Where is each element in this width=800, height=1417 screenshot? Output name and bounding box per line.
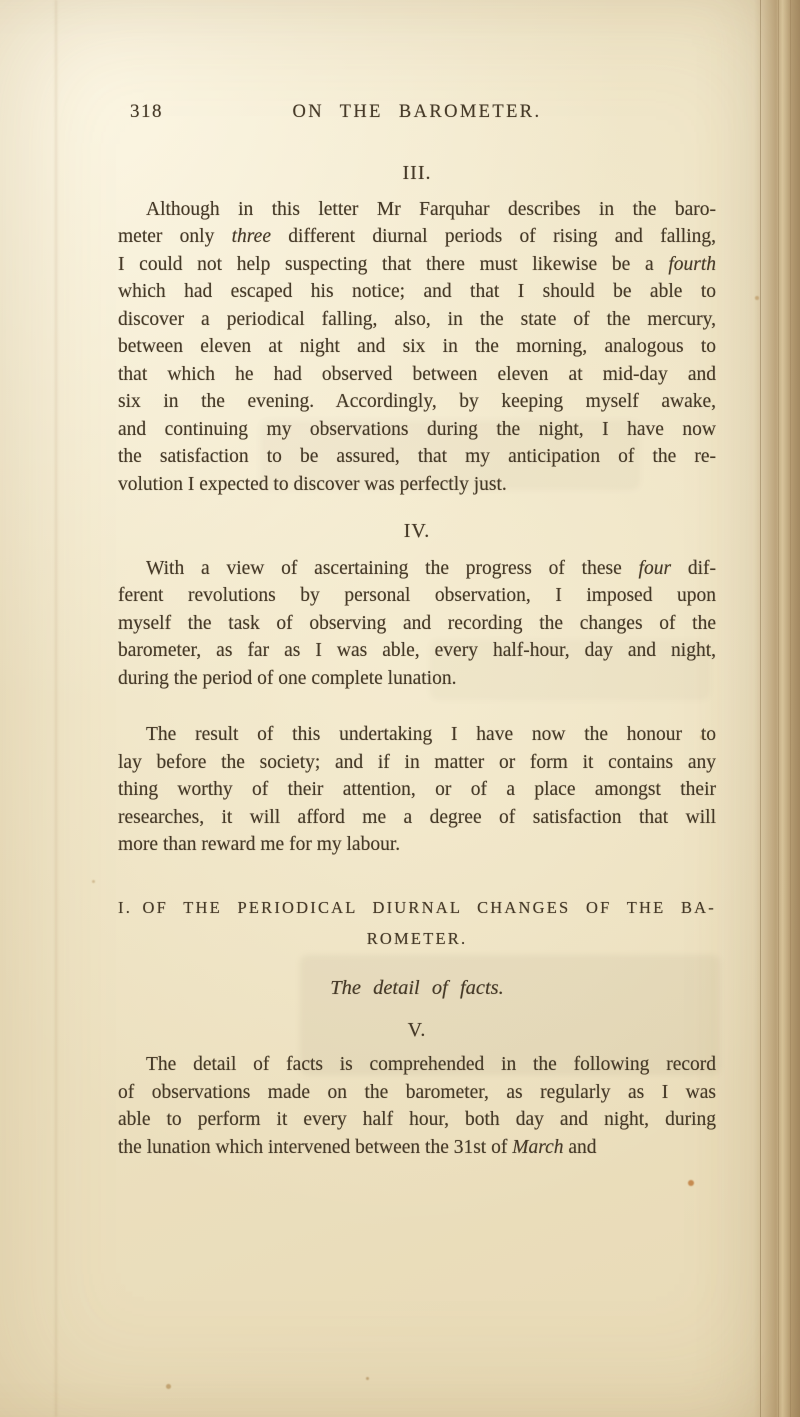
paragraph-line — [118, 361, 716, 389]
text-segment: and continuing my observations during the night, I have now — [118, 418, 716, 440]
italic-text: fourth — [668, 253, 716, 275]
paragraph-line — [118, 555, 716, 583]
text-segment: more than reward me for my labour. — [118, 834, 401, 855]
paragraph-line — [118, 333, 716, 361]
page-number: 318 — [130, 101, 163, 122]
section-iii-heading: III. — [402, 162, 432, 184]
text-segment: I could not help suspecting that there must likewise be a — [118, 253, 669, 275]
text-segment: the satisfaction to be assured, that my anticipation of the re- — [118, 446, 716, 467]
text-segment: discover a periodical falling, also, in the state of the mercury, — [118, 308, 716, 330]
book-fore-edge — [754, 0, 800, 1417]
text-segment: The result of this undertaking I have now the honour to — [146, 724, 716, 745]
paragraph-line — [118, 1079, 716, 1107]
foxing-spot — [92, 880, 95, 883]
page-header — [118, 100, 716, 124]
chapter-heading — [118, 892, 716, 954]
foxing-spot — [366, 1377, 369, 1380]
text-block — [118, 0, 716, 1161]
paragraph-line — [118, 831, 716, 859]
text-segment: Although in this letter Mr Farquhar describes in the baro- — [146, 198, 716, 220]
chapter-heading-line: ROMETER. — [366, 928, 468, 948]
page-edge-line — [760, 0, 761, 1417]
text-segment: volution I expected to discover was perfectly just. — [118, 473, 507, 495]
text-segment: lay before the society; and if in matter or form it contains any — [118, 751, 716, 773]
section-iv-paragraph — [118, 555, 716, 693]
paragraph-line — [118, 1106, 716, 1134]
chapter-heading-line: I. OF THE PERIODICAL DIURNAL CHANGES OF THE BA- — [118, 897, 716, 917]
text-segment: meter only — [118, 226, 232, 247]
text-segment: six in the evening. Accordingly, by keeping myself awake, — [118, 391, 716, 412]
text-segment: With a view of ascertaining the progress of these — [146, 557, 639, 579]
paper-crease — [55, 0, 57, 1417]
section-v-heading: V. — [407, 1018, 427, 1041]
paragraph-line — [118, 1134, 716, 1162]
paragraph-line — [118, 251, 716, 279]
text-segment: different diurnal periods of rising and falling, — [270, 226, 716, 247]
section-v-paragraph — [118, 1051, 716, 1161]
text-segment: ferent revolutions by personal observation, I imposed upon — [118, 585, 716, 606]
text-segment: of observations made on the barometer, as regularly as I was — [118, 1081, 716, 1103]
text-segment: and — [563, 1136, 597, 1158]
paragraph-line — [118, 776, 716, 804]
foxing-spot — [688, 1180, 694, 1186]
paragraph-line — [118, 416, 716, 444]
page-edge-line — [790, 0, 791, 1417]
foxing-spot — [166, 1384, 171, 1389]
text-segment: myself the task of observing and recording the changes of the — [118, 612, 716, 634]
detail-of-facts-subheading: The detail of facts. — [330, 976, 504, 999]
italic-text: March — [512, 1136, 564, 1158]
paragraph-line — [118, 749, 716, 777]
text-segment: between eleven at night and six in the morning, analogous to — [118, 336, 716, 357]
text-segment: The detail of facts is comprehended in the following record — [146, 1054, 716, 1075]
text-segment: researches, it will afford me a degree of satisfaction that will — [118, 806, 716, 828]
text-segment: able to perform it every half hour, both day and night, during — [118, 1109, 716, 1130]
page-edge-line — [778, 0, 779, 1417]
running-title: ON THE BAROMETER. — [292, 102, 542, 122]
paragraph-line — [118, 721, 716, 749]
text-segment: dif- — [671, 557, 717, 579]
paragraph-line — [118, 610, 716, 638]
text-segment: during the period of one complete lunation. — [118, 667, 457, 689]
section-iii-paragraph — [118, 196, 716, 499]
text-segment: which had escaped his notice; and that I should be able to — [118, 281, 716, 302]
page-body — [118, 160, 716, 1161]
paragraph-line — [118, 388, 716, 416]
paragraph-line — [118, 471, 716, 499]
paragraph-line — [118, 196, 716, 224]
italic-text: three — [231, 226, 271, 247]
result-paragraph — [118, 721, 716, 859]
paragraph-line — [118, 582, 716, 610]
paragraph-line — [118, 278, 716, 306]
text-segment: thing worthy of their attention, or of a place amongst their — [118, 779, 716, 800]
text-segment: that which he had observed between eleven at mid-day and — [118, 363, 716, 385]
section-iv-heading: IV. — [403, 520, 431, 542]
paragraph-line — [118, 443, 716, 471]
text-segment: barometer, as far as I was able, every half-hour, day and night, — [118, 640, 716, 661]
paragraph-line — [118, 637, 716, 665]
paragraph-line — [118, 306, 716, 334]
paragraph-line — [118, 804, 716, 832]
paragraph-line — [118, 223, 716, 251]
italic-text: four — [638, 557, 672, 579]
paragraph-line — [118, 1051, 716, 1079]
paragraph-line — [118, 665, 716, 693]
text-segment: the lunation which intervened between the 31st of — [118, 1136, 513, 1158]
